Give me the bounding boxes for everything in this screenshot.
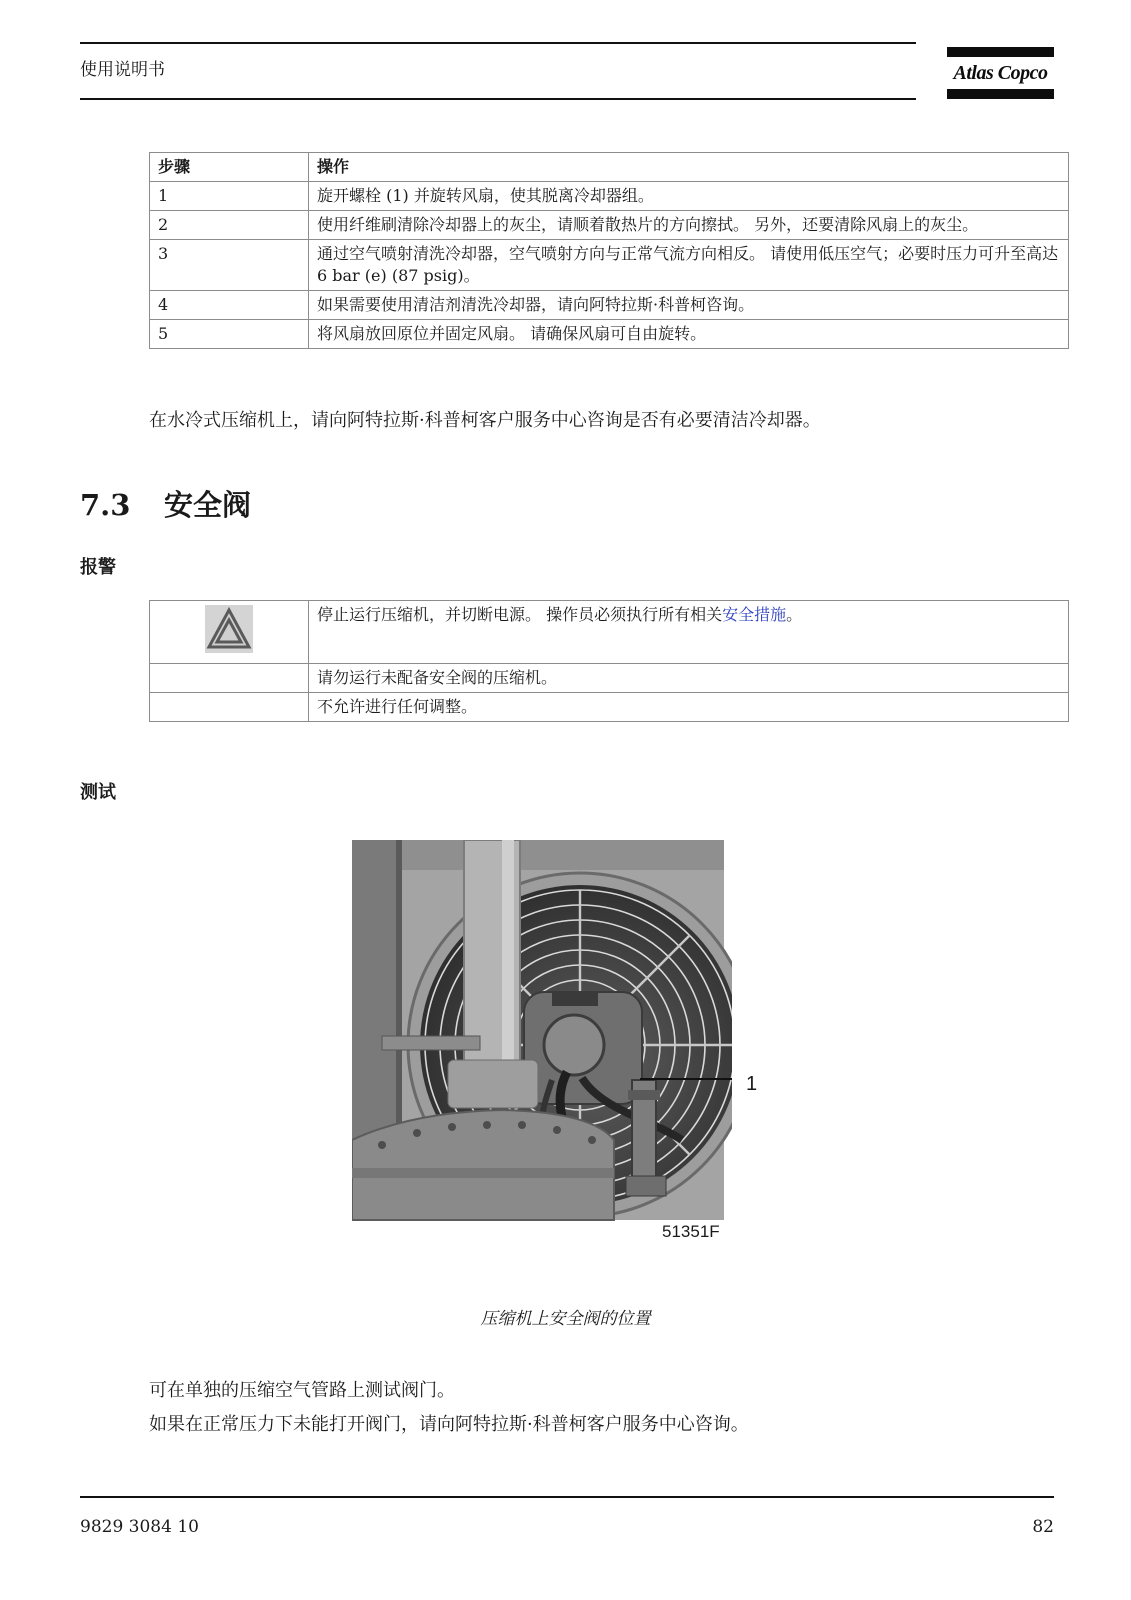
safety-measures-link[interactable]: 安全措施 [722, 605, 787, 624]
header-title: 使用说明书 [80, 60, 165, 80]
page-number: 82 [1032, 1517, 1054, 1537]
compressor-photo [352, 840, 732, 1245]
step-action: 将风扇放回原位并固定风扇。 请确保风扇可自由旋转。 [309, 320, 1069, 349]
step-action: 如果需要使用清洁剂清洗冷却器，请向阿特拉斯·科普柯咨询。 [309, 291, 1069, 320]
empty-cell [150, 664, 309, 693]
warning-text-3: 不允许进行任何调整。 [309, 693, 1069, 722]
document-number: 9829 3084 10 [80, 1517, 199, 1537]
warning-text-1-end: 。 [786, 605, 803, 624]
table-row [150, 664, 1069, 693]
section-number: 7.3 [80, 488, 131, 522]
section-heading [80, 487, 251, 523]
warning-icon-cell [150, 601, 309, 664]
warning-heading: 报警 [80, 557, 116, 578]
logo-bar-top [947, 47, 1054, 57]
header-action: 操作 [309, 153, 1069, 182]
test-heading: 测试 [80, 782, 116, 803]
warning-text-1 [309, 601, 1069, 664]
table-row [150, 211, 1069, 240]
header-rule-top [80, 42, 916, 44]
footer-rule [80, 1496, 1054, 1498]
empty-cell [150, 693, 309, 722]
table-row [150, 320, 1069, 349]
step-number: 5 [150, 320, 309, 349]
test-paragraph-2: 如果在正常压力下未能打开阀门，请向阿特拉斯·科普柯客户服务中心咨询。 [149, 1414, 749, 1435]
header-step: 步骤 [150, 153, 309, 182]
warning-table [149, 600, 1069, 722]
test-paragraph-1: 可在单独的压缩空气管路上测试阀门。 [149, 1380, 455, 1401]
section-title: 安全阀 [164, 488, 252, 522]
logo-bar-bottom [947, 89, 1054, 99]
header-rule-bottom [80, 98, 916, 100]
callout-label: 1 [746, 1073, 758, 1095]
step-action: 使用纤维刷清除冷却器上的灰尘，请顺着散热片的方向擦拭。 另外，还要清除风扇上的灰尘。 [309, 211, 1069, 240]
step-number: 1 [150, 182, 309, 211]
table-header-row [150, 153, 1069, 182]
figure-code: 51351F [662, 1222, 720, 1241]
table-row [150, 291, 1069, 320]
step-action: 旋开螺栓 (1) 并旋转风扇，使其脱离冷却器组。 [309, 182, 1069, 211]
step-action: 通过空气喷射清洗冷却器，空气喷射方向与正常气流方向相反。 请使用低压空气；必要时压力可升至高达 6 bar (e) (87 psig)。 [309, 240, 1069, 291]
warning-triangle-icon [205, 605, 253, 653]
step-number: 2 [150, 211, 309, 240]
table-row [150, 601, 1069, 664]
step-number: 4 [150, 291, 309, 320]
logo-wordmark: Atlas Copco [953, 62, 1048, 84]
water-cooled-note: 在水冷式压缩机上，请向阿特拉斯·科普柯客户服务中心咨询是否有必要清洁冷却器。 [149, 410, 821, 431]
warning-text-1-main: 停止运行压缩机，并切断电源。 操作员必须执行所有相关 [317, 605, 723, 624]
atlas-copco-logo [947, 47, 1054, 100]
table-row [150, 182, 1069, 211]
safety-valve-figure [352, 840, 758, 1245]
table-row [150, 693, 1069, 722]
warning-text-2: 请勿运行未配备安全阀的压缩机。 [309, 664, 1069, 693]
step-number: 3 [150, 240, 309, 291]
figure-caption: 压缩机上安全阀的位置 [480, 1309, 651, 1329]
cooler-cleaning-steps-table [149, 152, 1069, 349]
table-row [150, 240, 1069, 291]
